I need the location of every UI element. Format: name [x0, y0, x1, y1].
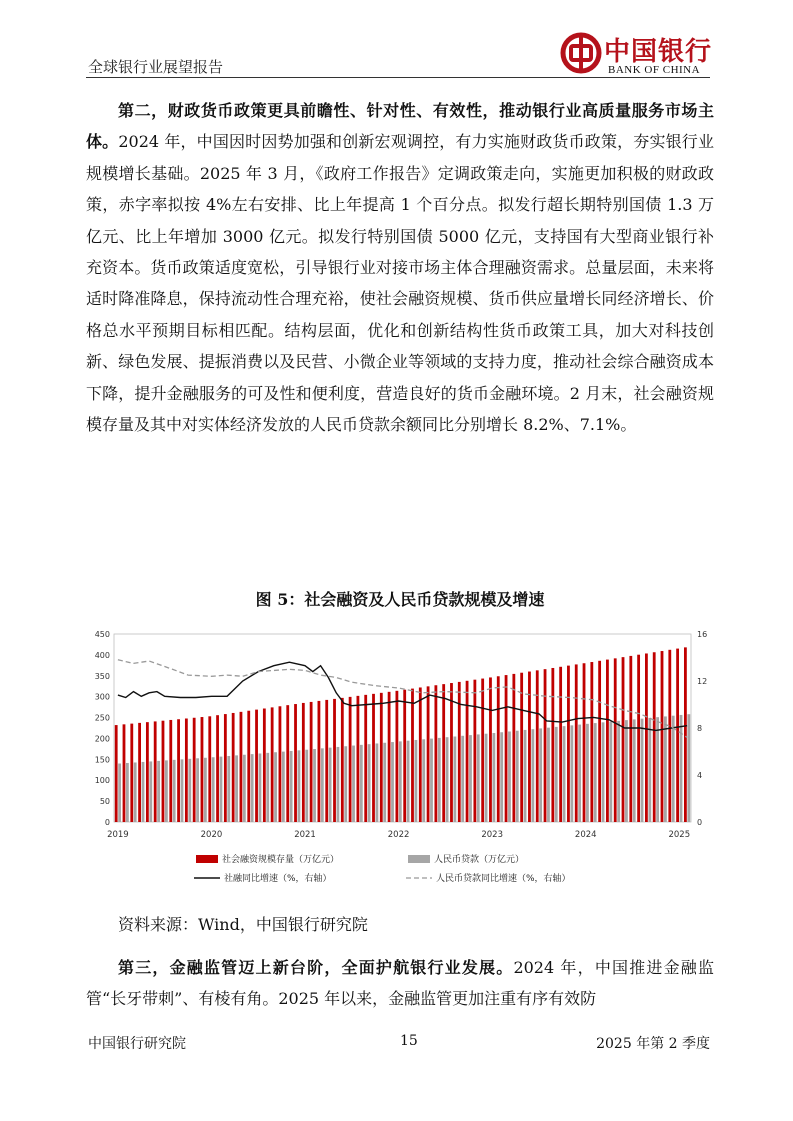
y-right-tick-label: 8	[697, 724, 703, 733]
bar-social-financing	[629, 656, 632, 822]
bar-social-financing	[224, 714, 227, 822]
bar-rmb-loans	[126, 763, 129, 822]
y-left-tick-label: 250	[94, 713, 110, 723]
bar-social-financing	[395, 691, 398, 822]
bar-social-financing	[598, 661, 601, 822]
paragraph-lead: 第三，金融监管迈上新台阶，全面护航银行业发展。	[118, 958, 514, 977]
bar-social-financing	[684, 647, 687, 822]
bar-rmb-loans	[539, 728, 542, 822]
bar-social-financing	[645, 653, 648, 822]
bar-rmb-loans	[625, 720, 628, 822]
bar-rmb-loans	[235, 755, 238, 822]
bar-rmb-loans	[321, 748, 324, 822]
bar-rmb-loans	[461, 736, 464, 822]
bar-rmb-loans	[391, 742, 394, 822]
bar-social-financing	[512, 674, 515, 822]
logo-text-english: BANK OF CHINA	[608, 64, 701, 76]
paragraph-body: 2024 年，中国推进金融监管“长牙带刺”、有棱有角。2025 年以来，金融监管更加注重有序有效防	[86, 958, 714, 1009]
bar-rmb-loans	[453, 736, 456, 822]
bar-social-financing	[497, 676, 500, 822]
x-tick-label: 2024	[574, 830, 597, 840]
bar-social-financing	[185, 718, 188, 822]
x-tick-label: 2019	[107, 830, 129, 840]
bar-rmb-loans	[259, 753, 262, 822]
footer-quarter: 2025 年第 2 季度	[596, 1036, 710, 1052]
bar-rmb-loans	[360, 745, 363, 822]
bar-rmb-loans	[617, 721, 620, 822]
bar-social-financing	[232, 713, 235, 822]
bar-social-financing	[520, 673, 523, 822]
report-title: 全球银行业展望报告	[88, 58, 224, 76]
y-left-tick-label: 150	[94, 755, 110, 765]
bar-social-financing	[325, 700, 328, 822]
y-left-tick-label: 300	[94, 692, 110, 702]
bar-social-financing	[177, 719, 180, 822]
x-tick-label: 2023	[481, 830, 503, 840]
logo-text-chinese: 中国银行	[604, 37, 713, 67]
bar-rmb-loans	[469, 735, 472, 822]
figure-title: 图 5：社会融资及人民币贷款规模及增速	[255, 590, 545, 609]
bar-social-financing	[138, 723, 141, 822]
y-right-tick-label: 12	[697, 677, 708, 686]
y-left-tick-label: 200	[94, 734, 110, 744]
bar-social-financing	[661, 651, 664, 822]
bar-rmb-loans	[547, 728, 550, 822]
bar-rmb-loans	[376, 743, 379, 822]
bar-social-financing	[294, 704, 297, 822]
bar-rmb-loans	[672, 716, 675, 822]
bar-social-financing	[567, 666, 570, 822]
bar-social-financing	[466, 681, 469, 822]
bar-social-financing	[606, 660, 609, 822]
bar-rmb-loans	[149, 761, 152, 822]
bar-rmb-loans	[204, 758, 207, 822]
bar-social-financing	[544, 669, 547, 822]
bank-logo	[560, 31, 712, 77]
bar-social-financing	[216, 715, 219, 822]
y-left-tick-label: 0	[104, 818, 110, 827]
y-right-tick-label: 0	[697, 818, 703, 827]
y-left-tick-label: 100	[94, 776, 110, 786]
bar-rmb-loans	[142, 762, 145, 822]
bar-rmb-loans	[656, 717, 659, 822]
bar-rmb-loans	[383, 743, 386, 822]
bar-rmb-loans	[438, 738, 441, 822]
bar-social-financing	[341, 698, 344, 822]
bar-social-financing	[263, 709, 266, 822]
bar-rmb-loans	[329, 748, 332, 822]
bar-social-financing	[302, 703, 305, 822]
y-left-tick-label: 400	[94, 650, 110, 660]
bar-rmb-loans	[290, 751, 293, 822]
y-left-tick-label: 50	[99, 797, 110, 807]
bar-rmb-loans	[196, 758, 199, 822]
paragraph-lead: 第二，财政货币政策更具前瞻性、针对性、有效性，推动银行业高质量服务市场主体。	[86, 101, 714, 152]
x-tick-label: 2021	[294, 830, 316, 840]
bar-rmb-loans	[492, 733, 495, 822]
bar-rmb-loans	[555, 727, 558, 822]
bar-rmb-loans	[220, 757, 223, 822]
y-left-tick-label: 450	[94, 630, 110, 639]
bar-rmb-loans	[407, 741, 410, 822]
bar-rmb-loans	[251, 754, 254, 822]
bank-of-china-emblem-icon	[560, 31, 602, 75]
bar-social-financing	[318, 701, 321, 822]
bar-rmb-loans	[337, 747, 340, 822]
bar-social-financing	[130, 724, 133, 822]
bar-rmb-loans	[313, 749, 316, 822]
bar-rmb-loans	[586, 724, 589, 822]
bar-social-financing	[123, 724, 126, 822]
bar-social-financing	[427, 686, 430, 822]
legend-label-social: 社会融资规模存量（万亿元）	[222, 855, 340, 865]
bar-social-financing	[247, 711, 250, 822]
bar-rmb-loans	[212, 757, 215, 822]
bar-rmb-loans	[485, 734, 488, 822]
bar-rmb-loans	[508, 731, 511, 822]
bar-rmb-loans	[188, 759, 191, 822]
bar-rmb-loans	[368, 744, 371, 822]
bar-social-financing	[481, 679, 484, 822]
bar-social-financing	[333, 699, 336, 822]
bar-social-financing	[310, 702, 313, 822]
bar-rmb-loans	[563, 726, 566, 822]
page-number: 15	[400, 1033, 418, 1049]
bar-social-financing	[489, 677, 492, 822]
bar-social-financing	[637, 655, 640, 822]
footer-institute: 中国银行研究院	[88, 1036, 186, 1052]
bar-social-financing	[551, 668, 554, 822]
bar-social-financing	[676, 649, 679, 822]
bar-rmb-loans	[446, 737, 449, 822]
x-tick-label: 2025	[668, 830, 691, 840]
legend-label-loan-growth: 人民币贷款同比增速（%，右轴）	[436, 874, 571, 884]
bar-social-financing	[115, 725, 118, 822]
bar-rmb-loans	[157, 761, 160, 822]
bar-social-financing	[193, 718, 196, 822]
y-left-tick-label: 350	[94, 671, 110, 681]
bar-social-financing	[583, 663, 586, 822]
bar-social-financing	[388, 692, 391, 822]
bar-social-financing	[240, 712, 243, 822]
bar-rmb-loans	[305, 750, 308, 822]
bar-social-financing	[559, 667, 562, 822]
bar-social-financing	[536, 670, 539, 822]
paragraph-regulation	[86, 952, 714, 1015]
bar-rmb-loans	[430, 739, 433, 822]
bar-rmb-loans	[422, 739, 425, 822]
bar-rmb-loans	[578, 725, 581, 822]
bar-rmb-loans	[680, 715, 683, 822]
bar-social-financing	[590, 662, 593, 822]
bar-social-financing	[357, 696, 360, 822]
y-right-tick-label: 4	[697, 771, 703, 780]
bar-rmb-loans	[266, 753, 269, 822]
bar-rmb-loans	[414, 740, 417, 822]
bar-social-financing	[154, 721, 157, 822]
legend-swatch-social	[196, 855, 218, 863]
bar-social-financing	[255, 710, 258, 822]
bar-rmb-loans	[282, 752, 285, 822]
bar-social-financing	[614, 658, 617, 822]
bar-rmb-loans	[165, 760, 168, 822]
bar-social-financing	[622, 657, 625, 822]
bar-rmb-loans	[516, 731, 519, 822]
bar-social-financing	[505, 675, 508, 822]
bar-rmb-loans	[500, 732, 503, 822]
bar-rmb-loans	[602, 722, 605, 822]
bar-rmb-loans	[570, 725, 573, 822]
bar-rmb-loans	[648, 718, 651, 822]
bar-rmb-loans	[399, 741, 402, 822]
figure-source: 资料来源：Wind，中国银行研究院	[118, 915, 368, 934]
bar-social-financing	[668, 650, 671, 822]
bar-social-financing	[169, 720, 172, 822]
bar-social-financing	[364, 695, 367, 822]
bar-rmb-loans	[352, 746, 355, 822]
bar-social-financing	[434, 685, 437, 822]
legend-swatch-loans	[408, 855, 430, 863]
bar-rmb-loans	[687, 714, 690, 822]
bar-rmb-loans	[134, 762, 137, 822]
bar-social-financing	[349, 697, 352, 822]
bar-rmb-loans	[118, 764, 121, 822]
bar-social-financing	[450, 683, 453, 822]
bar-social-financing	[201, 717, 204, 822]
x-tick-label: 2020	[200, 830, 223, 840]
bar-rmb-loans	[609, 722, 612, 822]
bar-social-financing	[473, 680, 476, 822]
bar-rmb-loans	[477, 734, 480, 822]
bar-social-financing	[208, 716, 211, 822]
bar-social-financing	[419, 687, 422, 822]
bar-social-financing	[162, 721, 165, 822]
bar-social-financing	[403, 690, 406, 822]
social-financing-chart	[88, 622, 716, 892]
legend-label-loans: 人民币贷款（万亿元）	[434, 855, 525, 865]
bar-social-financing	[411, 689, 414, 822]
bar-rmb-loans	[641, 719, 644, 822]
bar-rmb-loans	[664, 716, 667, 822]
bar-social-financing	[442, 684, 445, 822]
bar-rmb-loans	[594, 723, 597, 822]
paragraph-body: 2024 年，中国因时因势加强和创新宏观调控，有力实施财政货币政策，夯实银行业规模增长基础。2025 年 3 月，《政府工作报告》定调政策走向，实施更加积极的财政政策，赤字率拟按 4%左右安排、比上年提高 1 个百分点。拟发行超长期特别国债 1.3 万亿元、比上年增加 3000 亿元。拟发行特别国债 5000 亿元，支持国有大型商业银行补充资本。货币政策适度宽松，引导银行业对接市场主体合理融资需求。总量层面，未来将适时降准降息，保持流动性合理充裕，使社会融资规模、货币供应量增长同经济增长、价格总水平预期目标相匹配。结构层面，优化和创新结构性货币政策工具，加大对科技创新、绿色发展、提振消费以及民营、小微企业等领域的支持力度，推动社会综合融资成本下降，提升金融服务的可及性和便利度，营造良好的货币金融环境。2 月末，社会融资规模存量及其中对实体经济发放的人民币贷款余额同比分别增长 8.2%、7.1%。	[86, 132, 714, 435]
x-tick-label: 2022	[387, 830, 410, 840]
paragraph-fiscal-monetary	[86, 95, 714, 440]
bar-social-financing	[271, 707, 274, 822]
plot-frame	[114, 634, 691, 822]
bar-social-financing	[653, 652, 656, 822]
bar-social-financing	[372, 694, 375, 822]
bar-rmb-loans	[181, 759, 184, 822]
bar-rmb-loans	[274, 752, 277, 822]
bar-social-financing	[286, 705, 289, 822]
legend-label-social-growth: 社融同比增速（%，右轴）	[224, 874, 332, 884]
bar-rmb-loans	[227, 756, 230, 822]
bar-rmb-loans	[524, 730, 527, 822]
bar-rmb-loans	[531, 729, 534, 822]
bar-social-financing	[575, 664, 578, 822]
header-divider	[86, 77, 710, 78]
bar-social-financing	[279, 706, 282, 822]
y-right-tick-label: 16	[697, 630, 708, 639]
bar-rmb-loans	[344, 746, 347, 822]
bar-social-financing	[146, 722, 149, 822]
bar-rmb-loans	[173, 760, 176, 822]
bar-rmb-loans	[633, 719, 636, 822]
bar-rmb-loans	[298, 750, 301, 822]
bar-rmb-loans	[243, 755, 246, 822]
bar-social-financing	[380, 693, 383, 822]
